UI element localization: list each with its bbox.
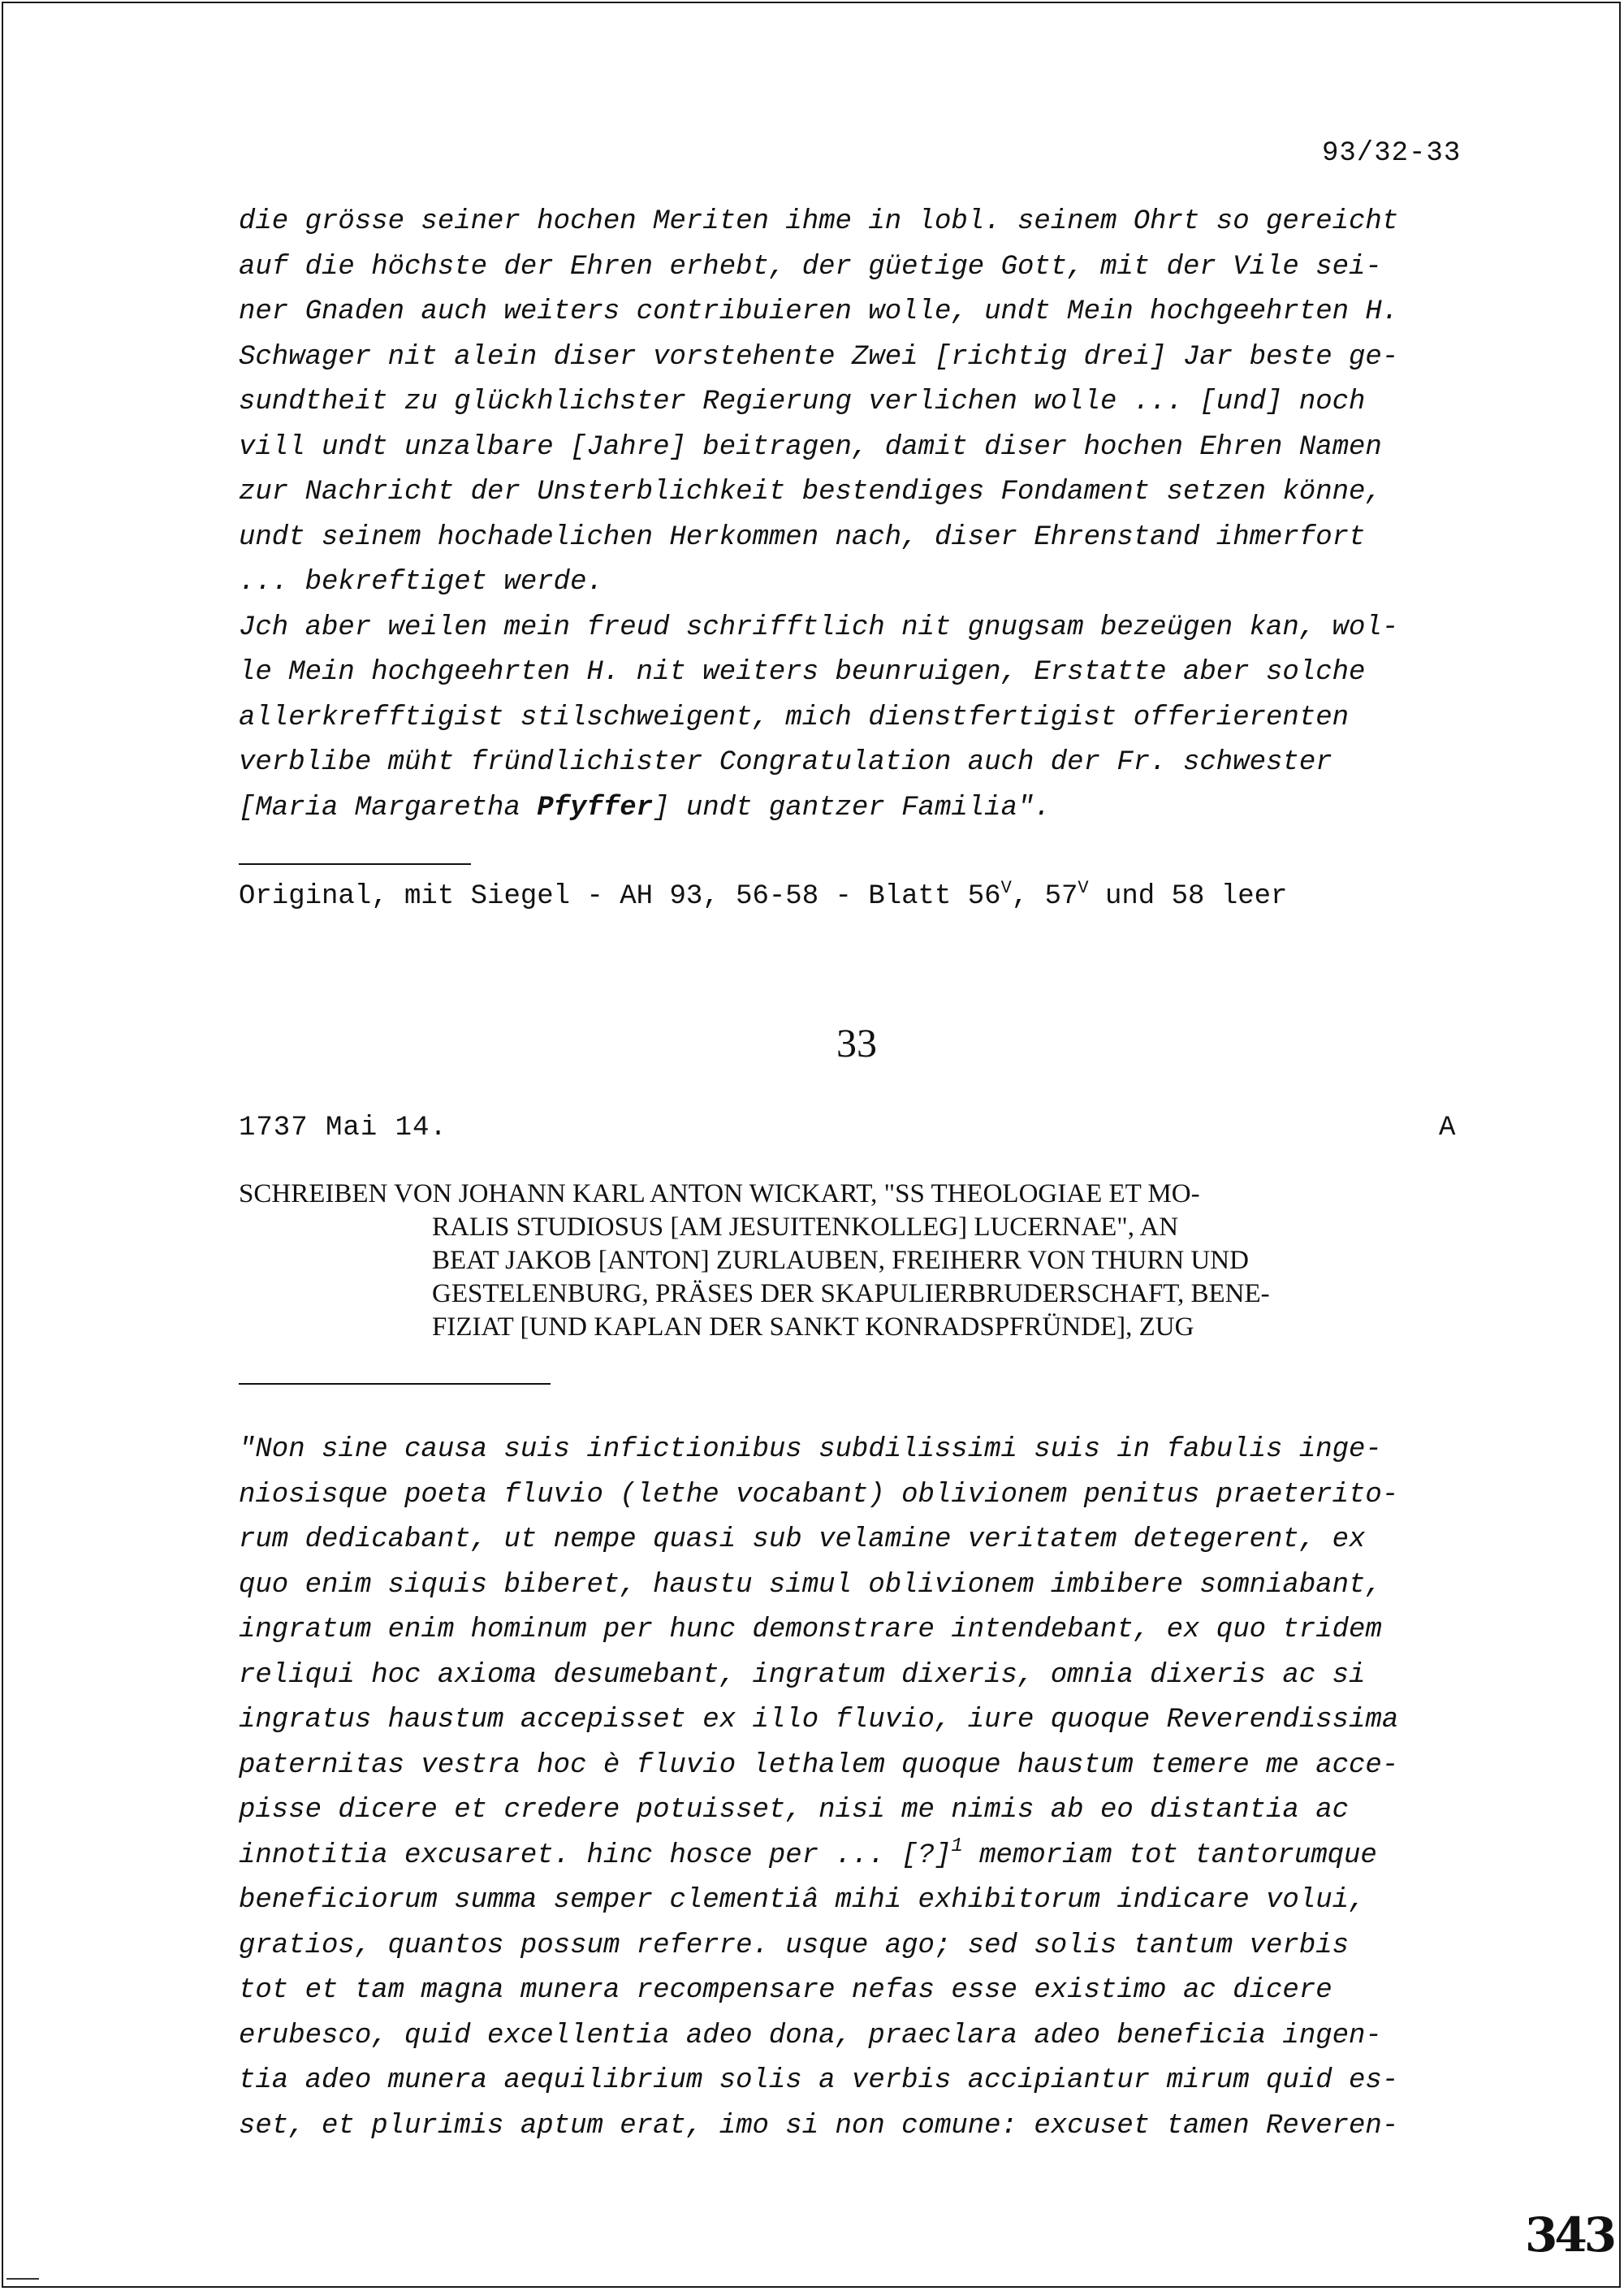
heading-line: RALIS STUDIOSUS [AM JESUITENKOLLEG] LUCERNAE", AN <box>432 1213 1179 1242</box>
text-line: ingratus haustum accepisset ex illo fluvio, iure quoque Reverendissima <box>239 1705 1399 1736</box>
document-heading <box>239 1178 1473 1344</box>
verso-mark: V <box>1000 878 1012 898</box>
text-line: niosisque poeta fluvio (lethe vocabant) oblivionem penitus praeterito- <box>239 1479 1399 1511</box>
text-fragment: innotitia excusaret. hinc hosce per ... [?] <box>239 1839 952 1871</box>
text-line: auf die höchste der Ehren erhebt, der güetige Gott, mit der Vile sei- <box>239 251 1382 283</box>
text-line: Jch aber weilen mein freud schrifftlich nit gnugsam bezeügen kan, wol- <box>239 612 1399 643</box>
text-line: beneficiorum summa semper clementiâ mihi exhibitorum indicare volui, <box>239 1885 1366 1916</box>
text-line: reliqui hoc axioma desumebant, ingratum dixeris, omnia dixeris ac si <box>239 1659 1366 1691</box>
text-line: paternitas vestra hoc è fluvio lethalem quoque haustum temere me acce- <box>239 1749 1399 1781</box>
section-divider <box>239 1383 551 1385</box>
text-fragment: ] undt gantzer Familia". <box>653 792 1051 823</box>
text-line: gratios, quantos possum referre. usque ago; sed solis tantum verbis <box>239 1930 1350 1961</box>
document-date: 1737 Mai 14. <box>239 1113 447 1143</box>
footnote-marker: 1 <box>951 1835 963 1857</box>
text-line: tot et tam magna munera recompensare nefas esse existimo ac dicere <box>239 1975 1332 2006</box>
source-note-text: , 57 <box>1011 881 1078 912</box>
text-line: ner Gnaden auch weiters contribuieren wolle, undt Mein hochgeehrten H. <box>239 296 1399 327</box>
text-line: set, et plurimis aptum erat, imo si non comune: excuset tamen Reveren- <box>239 2110 1399 2142</box>
handwritten-page-number: 343 <box>1525 2207 1614 2263</box>
section-divider <box>239 863 471 865</box>
text-line: undt seinem hochadelichen Herkommen nach, diser Ehrenstand ihmerfort <box>239 521 1366 553</box>
text-line: "Non sine causa suis infictionibus subdilissimi suis in fabulis inge- <box>239 1434 1382 1465</box>
text-line: Schwager nit alein diser vorstehente Zwei [richtig drei] Jar beste ge- <box>239 341 1399 373</box>
heading-line: SCHREIBEN VON JOHANN KARL ANTON WICKART, "SS THEOLOGIAE ET MO- <box>239 1179 1200 1208</box>
text-line: ingratum enim hominum per hunc demonstrare intendebant, ex quo tridem <box>239 1615 1382 1645</box>
archive-reference: 93/32-33 <box>1322 138 1462 169</box>
heading-line: BEAT JAKOB [ANTON] ZURLAUBEN, FREIHERR VON THURN UND <box>432 1246 1249 1275</box>
text-line-last <box>239 786 1489 832</box>
text-line: zur Nachricht der Unsterblichkeit bestendiges Fondament setzen könne, <box>239 477 1382 508</box>
scan-edge-mark <box>6 2278 39 2280</box>
text-fragment: [Maria Margaretha <box>239 792 538 823</box>
heading-line: FIZIAT [UND KAPLAN DER SANKT KONRADSPFRÜNDE], ZUG <box>432 1312 1194 1342</box>
text-line: sundtheit zu glückhlichster Regierung verlichen wolle ... [und] noch <box>239 387 1366 417</box>
source-note-text: und 58 leer <box>1088 881 1288 912</box>
text-line: quo enim siquis biberet, haustu simul oblivionem imbibere somniabant, <box>239 1569 1382 1601</box>
letter-text-continuation <box>239 200 1489 831</box>
document-number: 33 <box>836 1020 877 1066</box>
text-line: rum dedicabant, ut nempe quasi sub velamine veritatem detegerent, ex <box>239 1524 1366 1555</box>
text-line: vill undt unzalbare [Jahre] beitragen, damit diser hochen Ehren Namen <box>239 431 1382 463</box>
text-line: tia adeo munera aequilibrium solis a verbis accipiantur mirum quid es- <box>239 2065 1399 2096</box>
text-line: pisse dicere et credere potuisset, nisi me nimis ab eo distantia ac <box>239 1795 1350 1826</box>
text-line: le Mein hochgeehrten H. nit weiters beunruigen, Erstatte aber solche <box>239 657 1366 688</box>
bold-name: Pfyffer <box>537 792 654 823</box>
text-line: ... bekreftiget werde. <box>239 567 603 598</box>
heading-line: GESTELENBURG, PRÄSES DER SKAPULIERBRUDERSCHAFT, BENE- <box>432 1279 1270 1308</box>
text-line: allerkrefftigist stilschweigent, mich dienstfertigist offerierenten <box>239 702 1350 733</box>
text-line: verblibe müht fründlichister Congratulation auch der Fr. schwester <box>239 747 1332 778</box>
document-letter: A <box>1439 1113 1456 1143</box>
text-line: die grösse seiner hochen Meriten ihme in lobl. seinem Ohrt so gereicht <box>239 206 1399 237</box>
text-line: erubesco, quid excellentia adeo dona, praeclara adeo beneficia ingen- <box>239 2020 1382 2051</box>
text-fragment: memoriam tot tantorumque <box>962 1839 1377 1871</box>
latin-letter-text <box>239 1428 1489 2149</box>
verso-mark: V <box>1078 878 1089 898</box>
text-line-footnote <box>239 1834 1489 1879</box>
source-note-text: Original, mit Siegel - AH 93, 56-58 - Blatt 56 <box>239 881 1001 912</box>
source-note <box>239 878 1288 912</box>
